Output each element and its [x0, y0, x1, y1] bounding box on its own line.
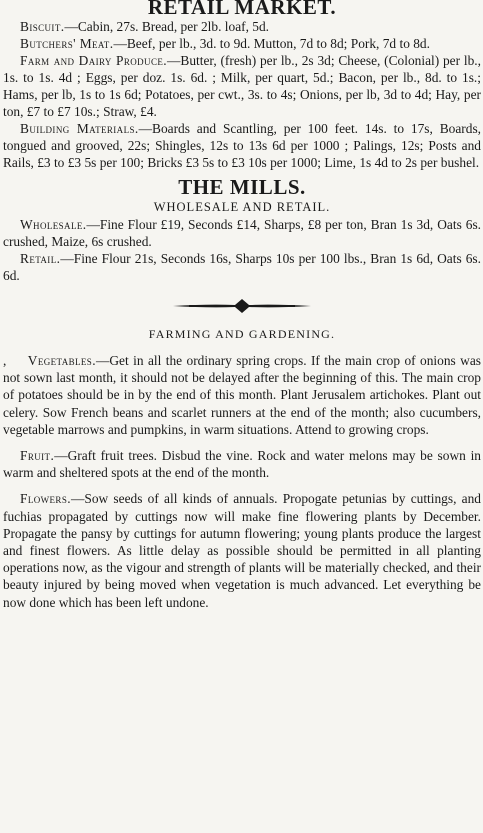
item-text: —Fine Flour 21s, Seconds 16s, Sharps 10s per 100 lbs., Bran 1s 6d, Oats 6s. 6d. — [3, 251, 481, 283]
retail-market-heading: RETAIL MARKET. — [147, 0, 337, 19]
item-text: —Butter, (fresh) per lb., 2s 3d; Cheese, (Colonial) per lb., 1s. to 1s. 4d ; Eggs, per doz. 1s. 6d. ; Milk, per quart, 5d.; Bacon, per lb., 8d. to 1s.; Hams, per lb, 1s to 1s 6d; Potatoes, per cwt., 3s. to 4s; Onions, per lb, 3d to 4d; Hay, per ton, £7 to £7 10s.; Straw, £4. — [3, 53, 481, 119]
retail-item-butchers-meat — [3, 35, 481, 52]
retail-market-section — [3, 18, 481, 171]
item-text: —Boards and Scantling, per 100 feet. 14s. to 17s, Boards, tongued and grooved, 22s; Shingles, 12s to 13s 6d per 1000 ; Palings, 12s; Posts and Rails, £3 to £3 5s per 100; Bricks £3 5s to £3 10s per 1000; Lime, 1s 4d to 2s per bushel. — [3, 121, 481, 170]
item-lead: Farm and Dairy Produce. — [20, 53, 167, 68]
item-prefix: , — [3, 353, 11, 368]
retail-item-building-materials — [3, 120, 481, 171]
farming-section — [3, 352, 481, 611]
mills-item-wholesale — [3, 216, 481, 250]
retail-item-biscuit — [3, 18, 481, 35]
mills-heading: THE MILLS. — [178, 175, 306, 199]
retail-item-farm-dairy — [3, 52, 481, 120]
farming-item-vegetables — [3, 352, 481, 438]
item-text: —Beef, per lb., 3d. to 9d. Mutton, 7d to 8d; Pork, 7d to 8d. — [113, 36, 430, 51]
item-lead: Butchers' Meat. — [20, 36, 114, 51]
ornamental-divider — [3, 294, 481, 318]
mills-item-retail — [3, 250, 481, 284]
item-lead: Retail. — [20, 251, 61, 266]
divider-ornament-icon — [3, 294, 481, 318]
item-lead: Flowers. — [20, 491, 71, 507]
farming-item-fruit — [3, 447, 481, 481]
item-lead: Fruit. — [20, 448, 55, 464]
item-text: —Sow seeds of all kinds of annuals. Propogate petunias by cuttings, and fuchias propagated by cuttings now will make fine flowering plants by December. Propagate the pansy by cuttings for autumn flowering; young plants produce the largest and finest flowers. As little delay as possible should be permitted in all planting operations now, as the vigour and strength of plants will be materially checked, and their beauty injured by being moved when vegetation is much advanced. Let everything be now done which has been left undone. — [3, 491, 481, 610]
farming-item-flowers — [3, 490, 481, 610]
item-text: —Get in all the ordinary spring crops. If the main crop of onions was not sown last month, it should not be delayed after the beginning of this. The main crop of potatoes should be in by the end of this month. Plant Jerusalem artichokes. Plant out celery. Sow French beans and scarlet runners at the end of the month; also cucumbers, vegetable marrows and pumpkins, in warm situations. Attend to growing crops. — [3, 353, 481, 437]
mills-section — [3, 216, 481, 284]
item-lead: Wholesale. — [20, 217, 87, 232]
item-text: —Cabin, 27s. Bread, per 2lb. loaf, 5d. — [64, 19, 270, 34]
mills-subheading: WHOLESALE AND RETAIL. — [153, 200, 331, 214]
item-lead: Vegetables. — [27, 353, 96, 368]
item-lead: Biscuit. — [20, 19, 65, 34]
farming-gardening-heading: FARMING AND GARDENING. — [148, 327, 336, 341]
item-text: —Fine Flour £19, Seconds £14, Sharps, £8 per ton, Bran 1s 3d, Oats 6s. crushed, Maize, 6s crushed. — [3, 217, 481, 249]
item-lead: Building Materials. — [20, 121, 139, 136]
item-text: —Graft fruit trees. Disbud the vine. Rock and water melons may be sown in warm and sheltered spots at the end of the month. — [3, 448, 481, 481]
